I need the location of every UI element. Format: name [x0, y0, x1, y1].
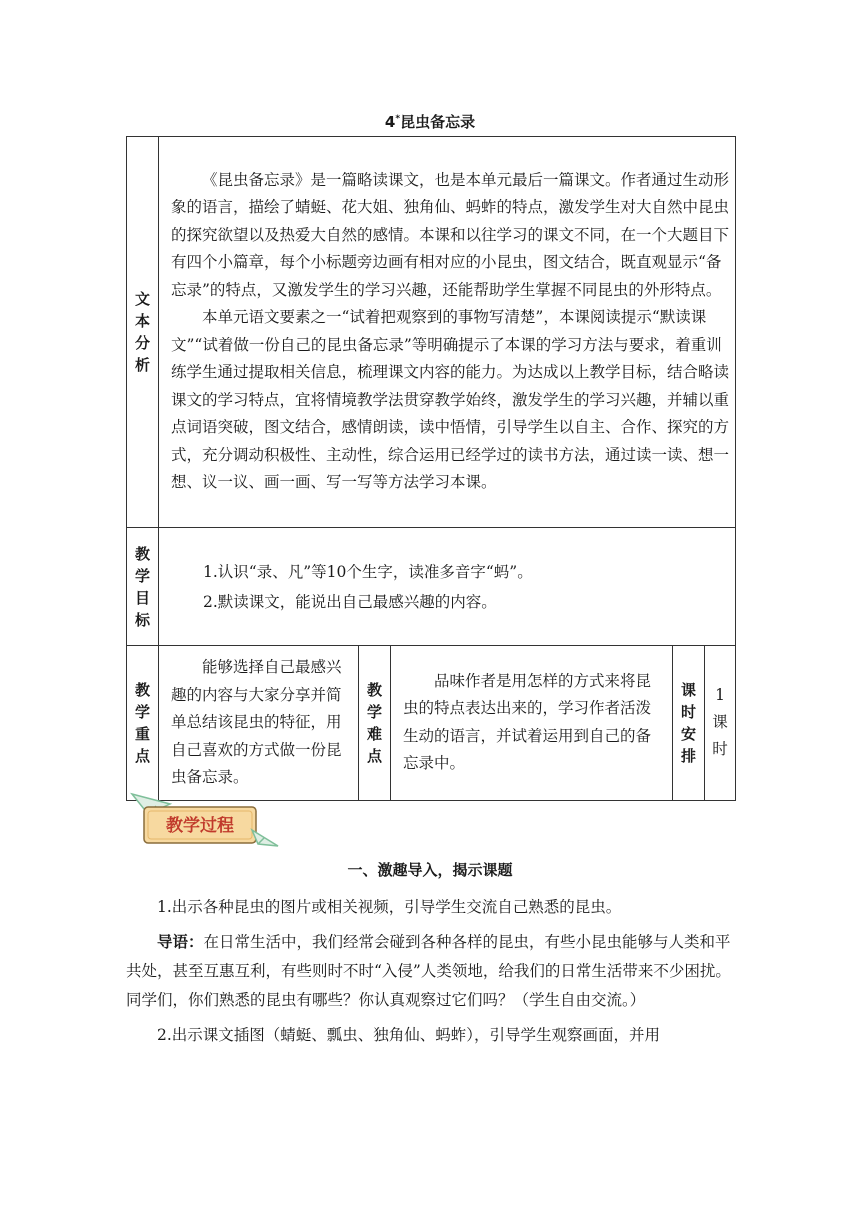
- analysis-content: [159, 137, 736, 528]
- analysis-label: 文 本 分 析: [127, 137, 159, 528]
- body-paragraph: 1.出示各种昆虫的图片或相关视频，引导学生交流自己熟悉的昆虫。: [157, 898, 622, 916]
- goal-item: 2.默读课文，能说出自己最感兴趣的内容。: [203, 592, 497, 611]
- analysis-paragraph: 本单元语文要素之一“试着把观察到的事物写清楚”，本课阅读提示“默读课文”“试着做一份自己的昆虫备忘录”等明确提示了本课的学习方法与要求，着重训练学生通过提取相关信息，梳理课文内容的能力。为达成以上教学目标，结合略读课文的学习特点，宜将情境教学法贯穿教学始终，激发学生的学习兴趣，并辅以重点词语突破，图文结合，感情朗读，读中悟情，引导学生以自主、合作、探究的方式，充分调动积极性、主动性，综合运用已经学过的读书方法，通过读一读、想一想、议一议、画一画、写一写等方法学习本课。: [171, 308, 730, 491]
- goals-label: 教 学 目 标: [127, 528, 159, 646]
- teaching-process-banner: [130, 790, 280, 852]
- schedule-label: 课 时 安 排: [673, 646, 705, 801]
- lesson-plan-table: [126, 136, 736, 801]
- difficulty-label: 教 学 难 点: [359, 646, 391, 801]
- page-title: 4*昆虫备忘录: [384, 113, 476, 131]
- focus-label: 教 学 重 点: [127, 646, 159, 801]
- lead-label: 导语：: [157, 933, 204, 951]
- paper-plane-icon: [252, 830, 278, 846]
- body-paragraph: 2.出示课文插图（蜻蜓、瓢虫、独角仙、蚂蚱），引导学生观察画面，并用: [157, 1026, 661, 1044]
- banner-text: 教学过程: [166, 816, 234, 836]
- section-body: [126, 893, 735, 1050]
- schedule-value: 1 课 时: [705, 646, 736, 801]
- section-title: 一、激趣导入，揭示课题: [347, 861, 513, 879]
- difficulty-content: 品味作者是用怎样的方式来将昆虫的特点表达出来的，学习作者活泼生动的语言，并试着运用到自己的备忘录中。: [391, 646, 673, 801]
- body-paragraph: 导语：在日常生活中，我们经常会碰到各种各样的昆虫，有些小昆虫能够与人类和平共处，甚至互惠互利，有些则时不时“入侵”人类领地，给我们的日常生活带来不少困扰。同学们，你们熟悉的昆虫有哪些？你认真观察过它们吗？（学生自由交流。）: [126, 933, 731, 1009]
- goals-content: [159, 528, 736, 646]
- goal-item: 1.认识“录、凡”等10个生字，读准多音字“蚂”。: [203, 562, 533, 581]
- analysis-paragraph: 《昆虫备忘录》是一篇略读课文，也是本单元最后一篇课文。作者通过生动形象的语言，描绘了蜻蜓、花大姐、独角仙、蚂蚱的特点，激发学生对大自然中昆虫的探究欲望以及热爱大自然的感情。本课和以往学习的课文不同，在一个大题目下有四个小篇章，每个小标题旁边画有相对应的小昆虫，图文结合，既直观显示“备忘录”的特点，又激发学生的学习兴趣，还能帮助学生掌握不同昆虫的外形特点。: [171, 170, 730, 299]
- focus-content: 能够选择自己最感兴趣的内容与大家分享并简单总结该昆虫的特征，用自己喜欢的方式做一份昆虫备忘录。: [159, 646, 359, 801]
